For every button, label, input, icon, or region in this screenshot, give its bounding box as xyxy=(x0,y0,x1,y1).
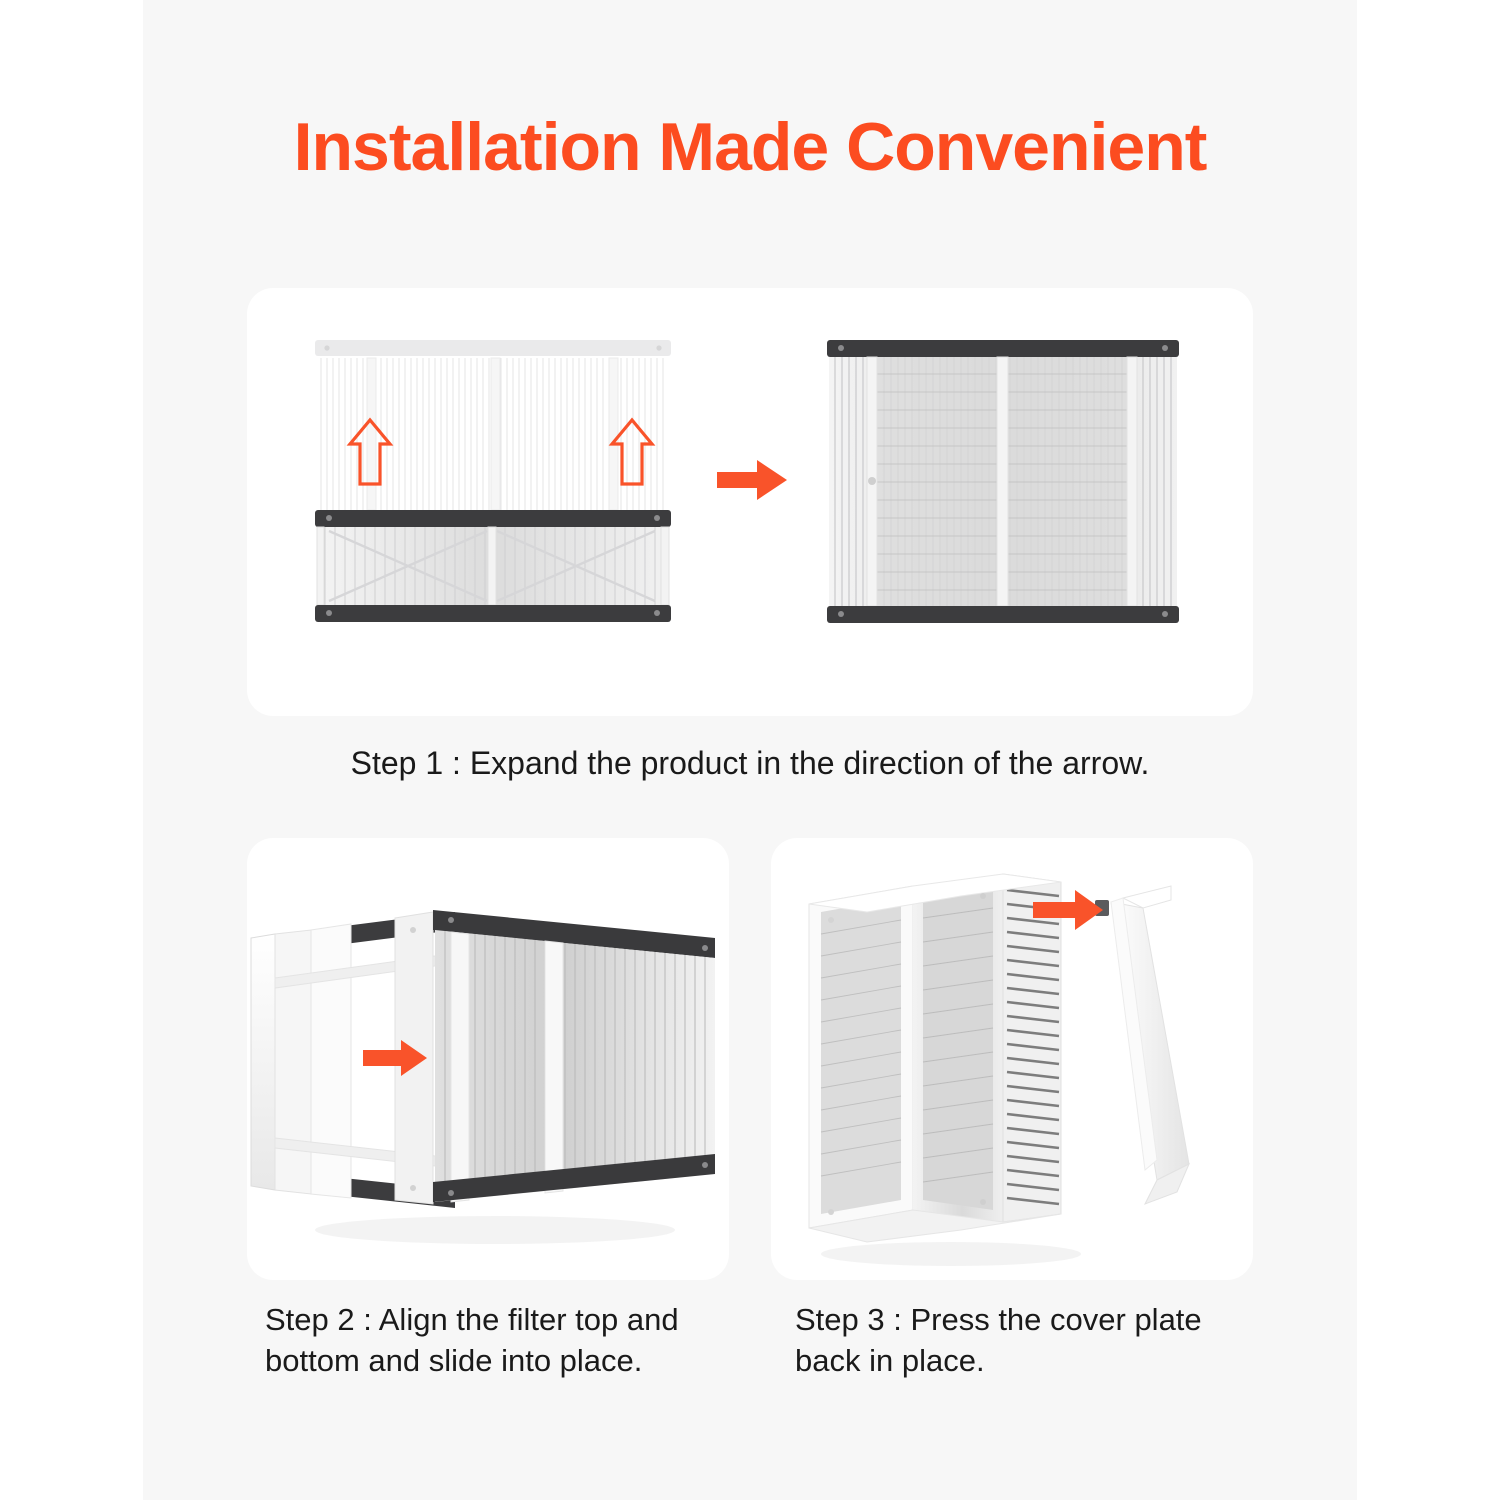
step-1-card xyxy=(247,288,1253,716)
step-1-figure xyxy=(247,288,1253,716)
step-3-figure xyxy=(771,838,1253,1280)
step-2-figure xyxy=(245,838,729,1280)
step-3-caption: Step 3 : Press the cover plate back in place. xyxy=(795,1302,1202,1378)
left-margin-strip xyxy=(0,0,143,1500)
step-1-caption: Step 1 : Expand the product in the direction of the arrow. xyxy=(350,745,1150,781)
page-title: Installation Made Convenient xyxy=(293,109,1207,185)
step-2-caption: Step 2 : Align the filter top and bottom and slide into place. xyxy=(265,1302,679,1378)
step-2-card xyxy=(247,838,729,1280)
right-margin-strip xyxy=(1357,0,1500,1500)
step-3-card xyxy=(771,838,1253,1280)
right-arrow-icon xyxy=(717,460,787,500)
